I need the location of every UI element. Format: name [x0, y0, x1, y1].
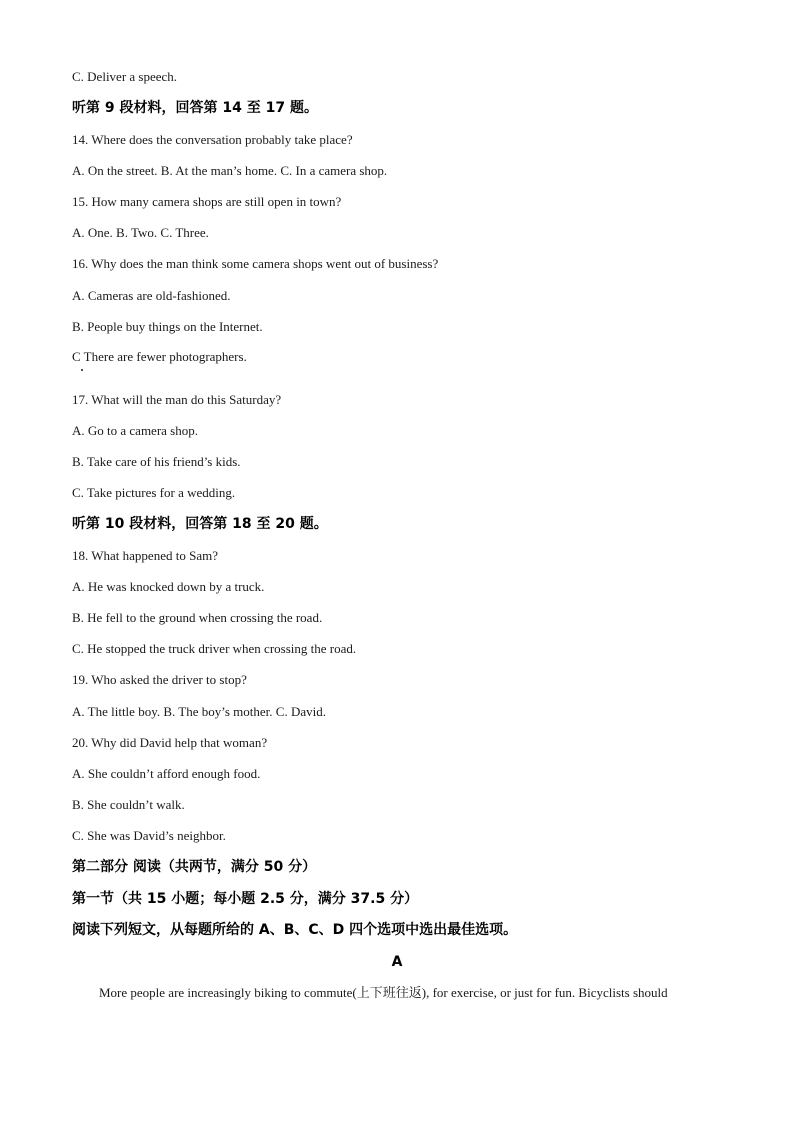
section-one-heading: 第一节（共 15 小题；每小题 2.5 分，满分 37.5 分） — [72, 891, 419, 907]
section-heading-passage-10: 听第 10 段材料，回答第 18 至 20 题。 — [72, 516, 328, 532]
option-18a: A. He was knocked down by a truck. — [72, 579, 265, 594]
option-16c: C There are fewer photographers. — [72, 349, 247, 364]
section-heading-passage-9: 听第 9 段材料，回答第 14 至 17 题。 — [72, 100, 318, 116]
question-17: 17. What will the man do this Saturday? — [72, 392, 282, 407]
question-16: 16. Why does the man think some camera shops went out of business? — [72, 256, 439, 271]
question-15: 15. How many camera shops are still open in town? — [72, 194, 342, 209]
question-19: 19. Who asked the driver to stop? — [72, 672, 247, 687]
question-18: 18. What happened to Sam? — [72, 548, 218, 563]
options-14: A. On the street. B. At the man’s home. C. In a camera shop. — [72, 163, 388, 178]
option-20a: A. She couldn’t afford enough food. — [72, 766, 261, 781]
passage-a-first-line: More people are increasingly biking to commute(上下班往返), for exercise, or just for fun. Bicyclists should — [99, 985, 668, 1000]
option-17b: B. Take care of his friend’s kids. — [72, 454, 241, 469]
reading-instructions: 阅读下列短文，从每题所给的 A、B、C、D 四个选项中选出最佳选项。 — [72, 922, 518, 938]
stray-dot — [81, 369, 83, 371]
option-17c: C. Take pictures for a wedding. — [72, 485, 236, 500]
option-18b: B. He fell to the ground when crossing the road. — [72, 610, 323, 625]
option-20c: C. She was David’s neighbor. — [72, 828, 226, 843]
options-15: A. One. B. Two. C. Three. — [72, 225, 209, 240]
option-16a: A. Cameras are old-fashioned. — [72, 288, 231, 303]
option-16b: B. People buy things on the Internet. — [72, 319, 263, 334]
passage-a-title: A — [391, 954, 403, 970]
option-20b: B. She couldn’t walk. — [72, 797, 185, 812]
option-18c: C. He stopped the truck driver when crossing the road. — [72, 641, 357, 656]
options-19: A. The little boy. B. The boy’s mother. C. David. — [72, 704, 326, 719]
option-17a: A. Go to a camera shop. — [72, 423, 198, 438]
question-20: 20. Why did David help that woman? — [72, 735, 268, 750]
question-14: 14. Where does the conversation probably take place? — [72, 132, 353, 147]
option-13c: C. Deliver a speech. — [72, 69, 178, 84]
part-two-heading: 第二部分 阅读（共两节，满分 50 分） — [72, 859, 317, 875]
